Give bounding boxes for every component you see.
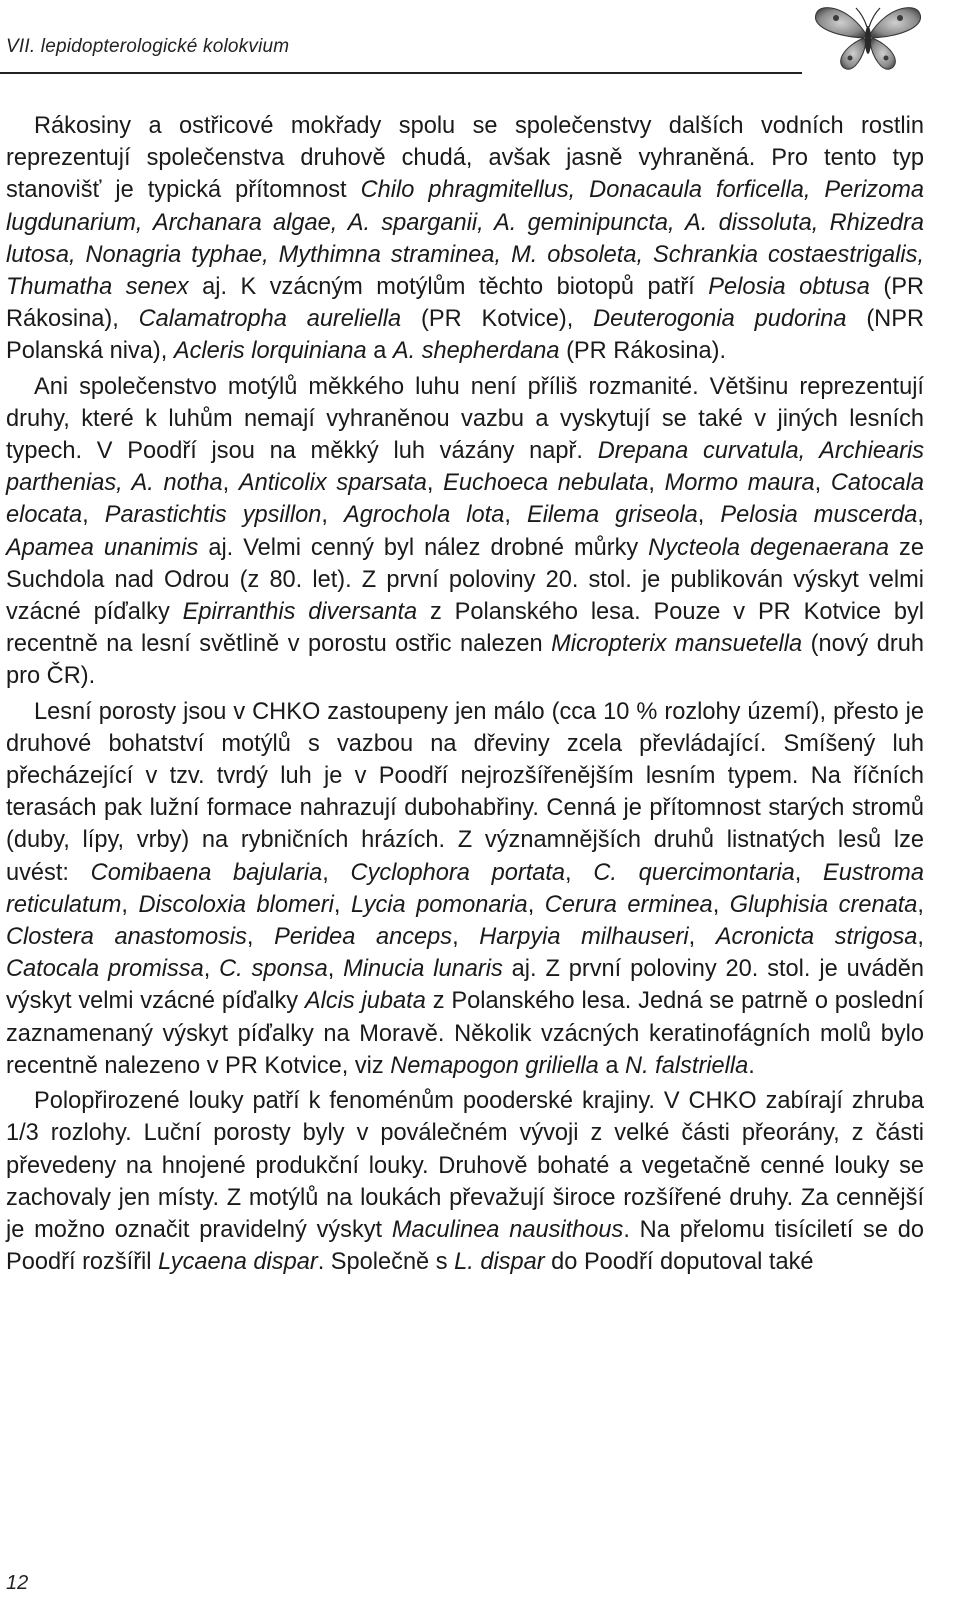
text-run: , — [814, 470, 831, 497]
text-run: (PR Rákosina), — [6, 274, 925, 333]
text-run: , — [333, 891, 351, 918]
species-name: Gluphisia crenata — [729, 891, 918, 918]
text-run: Polopřirozené louky patří k fenoménům pooderské krajiny. V CHKO zabírají zhruba 1/3 rozlohy. Luční porosty byly v poválečném vývoji z velké části přeorány, z části převedeny na hnojené produkční louky. Druhově bohaté a vegetačně cenné louky se zachovaly jen místy. Z motýlů na loukách převažují široce rozšířené druhy. Za cennější je možno označit pravidelný výskyt — [6, 1088, 924, 1243]
species-name: Cyclophora portata — [350, 859, 566, 886]
species-name: Pelosia muscerda — [720, 502, 918, 529]
text-run: (nový druh pro ČR). — [6, 631, 924, 690]
body-paragraph — [6, 110, 924, 368]
species-name: C. quercimontaria — [593, 859, 795, 886]
text-run: do Poodří doputoval také — [544, 1249, 814, 1276]
species-name: Harpyia milhauseri — [479, 924, 689, 951]
species-name: Peridea anceps — [274, 924, 453, 951]
species-name: Pelosia obtusa — [708, 274, 870, 301]
species-name: C. sponsa — [219, 956, 328, 983]
text-run: , — [504, 502, 527, 529]
species-name: Acleris lorquiniana — [173, 338, 367, 365]
species-name: Clostera anastomosis — [6, 924, 247, 951]
text-run: a — [598, 1052, 626, 1079]
text-run: , — [917, 502, 924, 529]
text-run: , — [452, 924, 480, 951]
text-run: , — [82, 502, 105, 529]
species-name: Alcis jubata — [304, 988, 426, 1015]
article-body — [6, 110, 924, 1278]
species-name: Deuterogonia pudorina — [593, 306, 847, 333]
species-name: Discoloxia blomeri — [138, 891, 334, 918]
text-run: aj. Z první poloviny 20. stol. je uváděn výskyt velmi vzácné píďalky — [6, 956, 924, 1015]
text-run: , — [327, 956, 344, 983]
text-run: , — [222, 470, 239, 497]
text-run: , — [203, 956, 220, 983]
species-name: Anticolix sparsata — [238, 470, 427, 497]
page-number: 12 — [6, 1572, 29, 1594]
text-run: Lesní porosty jsou v CHKO zastoupeny jen málo (cca 10 % rozlohy území), přesto je druhové bohatství motýlů s vazbou na dřeviny zcela převládající. Smíšený luh přecházející v tzv. tvrdý luh je v Poodří nejrozšířenějším lesním typem. Na říčních terasách pak lužní formace nahrazují dubohabřiny. Cenná je přítomnost starých stromů (duby, lípy, vrby) na rybničních hrázích. Z významnějších druhů listnatých lesů lze uvést: — [6, 698, 924, 886]
text-run: , — [565, 859, 594, 886]
text-run: , — [121, 891, 139, 918]
text-run: . Na přelomu tisíciletí se do Poodří rozšířil — [6, 1216, 924, 1276]
running-header-title: VII. lepidopterologické kolokvium — [6, 36, 290, 57]
species-name: Lycia pomonaria — [351, 891, 528, 918]
header-rule — [0, 72, 802, 74]
text-run: a — [366, 338, 393, 365]
text-run: Ani společenstvo motýlů měkkého luhu není příliš rozmanité. Většinu reprezentují druhy, které k luhům nemají vyhraněnou vazbu a vyskytují se také v jiných lesních typech. V Poodří jsou na měkký luh vázány např. — [6, 373, 924, 465]
text-run: , — [246, 924, 275, 951]
species-name: Nemapogon griliella — [390, 1052, 599, 1079]
text-run: , — [322, 859, 351, 886]
text-run: z Polanského lesa. Pouze v PR Kotvice byl recentně na lesní světlině v porostu ostřic nalezen — [6, 599, 924, 658]
species-name: Catocala promissa — [6, 956, 204, 983]
species-name: Micropterix mansuetella — [551, 631, 803, 658]
text-run: (NPR Polanská niva), — [6, 306, 924, 365]
species-name: Chilo phragmitellus, Donacaula forficella, Perizoma lugdunarium, Archanara algae, A. sparganii, A. geminipuncta, A. dissoluta, Rhizedra lutosa, Nonagria typhae, Mythimna straminea, M. obsoleta, Schrankia costaestrigalis, Thumatha senex — [6, 177, 925, 301]
species-name: Lycaena dispar — [158, 1249, 318, 1276]
species-name: Eustroma reticulatum — [6, 859, 924, 918]
text-run: (PR Rákosina). — [559, 338, 727, 365]
body-paragraph — [6, 371, 924, 693]
text-run: , — [527, 891, 545, 918]
species-name: Catocala elocata — [6, 470, 924, 529]
species-name: Maculinea nausithous — [391, 1216, 624, 1243]
species-name: Mormo maura — [664, 470, 815, 497]
text-run: , — [426, 470, 444, 497]
species-name: Cerura erminea — [544, 891, 713, 918]
species-name: Drepana curvatula, Archiearis parthenias, A. notha — [6, 438, 924, 497]
species-name: Apamea unanimis — [6, 534, 199, 561]
text-run: , — [321, 502, 344, 529]
species-name: Epirranthis diversanta — [182, 599, 418, 626]
species-name: Calamatropha aureliella — [138, 306, 402, 333]
species-name: Comibaena bajularia — [90, 859, 323, 886]
species-name: Acronicta strigosa — [715, 924, 918, 951]
text-run: , — [697, 502, 721, 529]
text-run: aj. K vzácným motýlům těchto biotopů patří — [188, 274, 709, 301]
text-run: (PR Kotvice), — [401, 306, 594, 333]
text-run: , — [917, 924, 924, 951]
species-name: Eilema griseola — [526, 502, 698, 529]
species-name: N. falstriella — [625, 1052, 749, 1079]
running-header — [0, 0, 960, 80]
species-name: Euchoeca nebulata — [443, 470, 649, 497]
species-name: Minucia lunaris — [343, 956, 503, 983]
text-run: z Polanského lesa. Jedná se patrně o poslední zaznamenaný výskyt píďalky na Moravě. Několik vzácných keratinofágních molů bylo recentně nalezeno v PR Kotvice, viz — [6, 988, 924, 1079]
text-run: , — [794, 859, 823, 886]
text-run: Rákosiny a ostřicové mokřady spolu se společenstvy dalších vodních rostlin reprezentují společenstva druhově chudá, avšak jasně vyhraněná. Pro tento typ stanovišť je typická přítomnost — [6, 113, 924, 204]
text-run: , — [688, 924, 716, 951]
butterfly-icon — [808, 0, 928, 74]
text-run: ze Suchdola nad Odrou (z 80. let). Z první poloviny 20. stol. je publikován výskyt velmi vzácné píďalky — [6, 534, 924, 626]
text-run: , — [712, 891, 730, 918]
text-run: , — [648, 470, 665, 497]
species-name: Parastichtis ypsillon — [104, 502, 322, 529]
text-run: . — [748, 1052, 755, 1079]
species-name: Nycteola degenaerana — [648, 534, 890, 561]
body-paragraph — [6, 1085, 924, 1278]
species-name: Agrochola lota — [344, 502, 505, 529]
species-name: A. shepherdana — [392, 338, 560, 365]
body-paragraph — [6, 696, 924, 1082]
text-run: . Společně s — [317, 1249, 455, 1276]
species-name: L. dispar — [454, 1249, 545, 1276]
text-run: aj. Velmi cenný byl nález drobné můrky — [198, 534, 649, 561]
text-run: , — [917, 891, 924, 918]
